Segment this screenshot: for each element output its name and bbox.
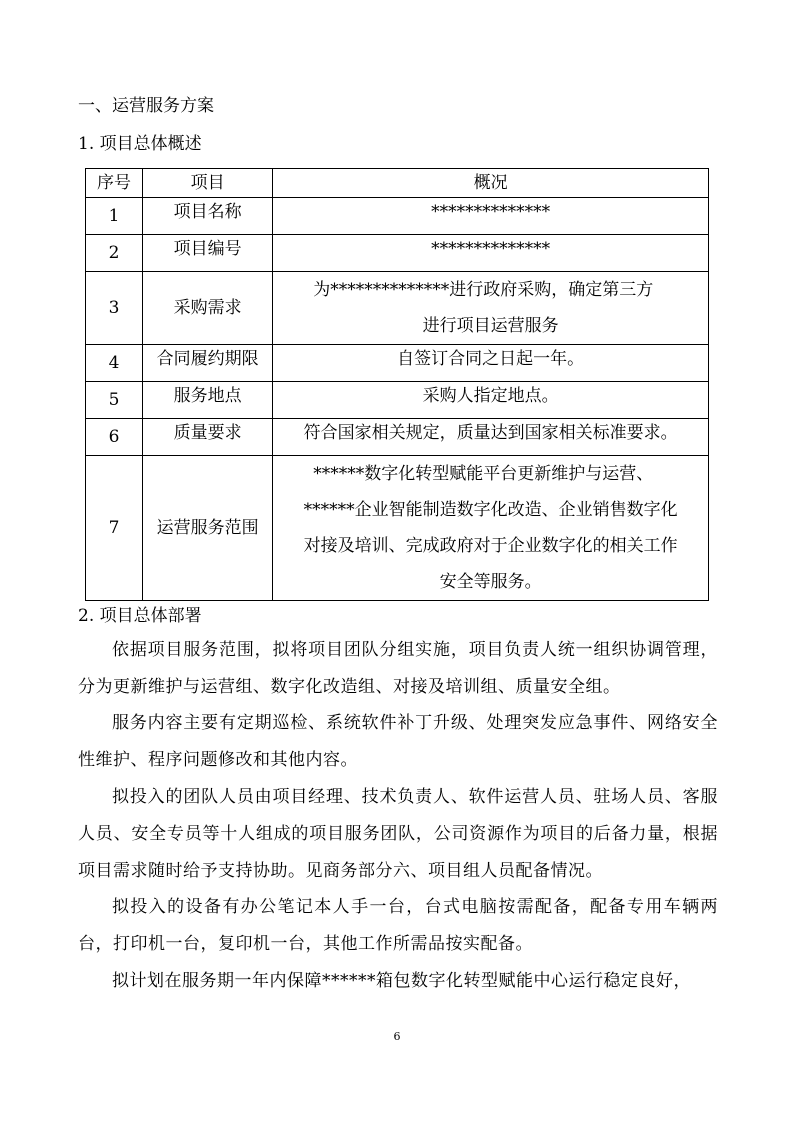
table-header-row	[86, 169, 709, 198]
overview-table	[85, 168, 709, 601]
cell-desc: **************	[273, 235, 709, 272]
header-item: 项目	[143, 169, 273, 198]
cell-desc-line: ******企业智能制造数字化改造、企业销售数字化	[303, 500, 678, 520]
cell-desc	[273, 272, 709, 345]
cell-desc: **************	[273, 198, 709, 235]
cell-item: 采购需求	[143, 272, 273, 345]
cell-desc: 符合国家相关规定，质量达到国家相关标准要求。	[273, 419, 709, 456]
page-number: 6	[393, 1030, 401, 1043]
paragraph: 服务内容主要有定期巡检、系统软件补丁升级、处理突发应急事件、网络安全性维护、程序问题修改和其他内容。	[78, 713, 718, 770]
paragraph: 拟投入的设备有办公笔记本人手一台，台式电脑按需配备，配备专用车辆两台，打印机一台，复印机一台，其他工作所需品按实配备。	[78, 897, 718, 954]
cell-no: 2	[86, 235, 143, 272]
table-row	[86, 345, 709, 382]
paragraph: 依据项目服务范围，拟将项目团队分组实施，项目负责人统一组织协调管理，分为更新维护与运营组、数字化改造组、对接及培训组、质量安全组。	[78, 640, 718, 697]
cell-desc: 自签订合同之日起一年。	[273, 345, 709, 382]
cell-desc: 采购人指定地点。	[273, 382, 709, 419]
cell-item: 项目名称	[143, 198, 273, 235]
table-row	[86, 235, 709, 272]
cell-item: 合同履约期限	[143, 345, 273, 382]
cell-item: 运营服务范围	[143, 456, 273, 601]
cell-no: 3	[86, 272, 143, 345]
cell-item: 服务地点	[143, 382, 273, 419]
table-row	[86, 382, 709, 419]
cell-no: 6	[86, 419, 143, 456]
cell-no: 1	[86, 198, 143, 235]
cell-desc-line: 为**************进行政府采购，确定第三方	[313, 280, 654, 300]
cell-desc-line: 进行项目运营服务	[422, 316, 559, 336]
cell-item: 质量要求	[143, 419, 273, 456]
table-row	[86, 272, 709, 345]
header-no: 序号	[86, 169, 143, 198]
cell-no: 5	[86, 382, 143, 419]
cell-item: 项目编号	[143, 235, 273, 272]
table-row	[86, 419, 709, 456]
header-desc: 概况	[273, 169, 709, 198]
cell-desc-line: 对接及培训、完成政府对于企业数字化的相关工作	[303, 536, 678, 556]
subsection-heading-overview: 1. 项目总体概述	[78, 134, 202, 154]
paragraph: 拟计划在服务期一年内保障******箱包数字化转型赋能中心运行稳定良好，	[112, 971, 691, 991]
cell-desc-line: ******数字化转型赋能平台更新维护与运营、	[313, 464, 654, 484]
subsection-heading-deployment: 2. 项目总体部署	[78, 606, 202, 626]
cell-no: 4	[86, 345, 143, 382]
paragraph: 拟投入的团队人员由项目经理、技术负责人、软件运营人员、驻场人员、客服人员、安全专员等十人组成的项目服务团队，公司资源作为项目的后备力量，根据项目需求随时给予支持协助。见商务部分六、项目组人员配备情况。	[78, 787, 718, 881]
table-row	[86, 198, 709, 235]
cell-desc-line: 安全等服务。	[439, 572, 542, 592]
cell-desc	[273, 456, 709, 601]
section-heading: 一、运营服务方案	[78, 96, 214, 116]
table-row	[86, 456, 709, 601]
cell-no: 7	[86, 456, 143, 601]
